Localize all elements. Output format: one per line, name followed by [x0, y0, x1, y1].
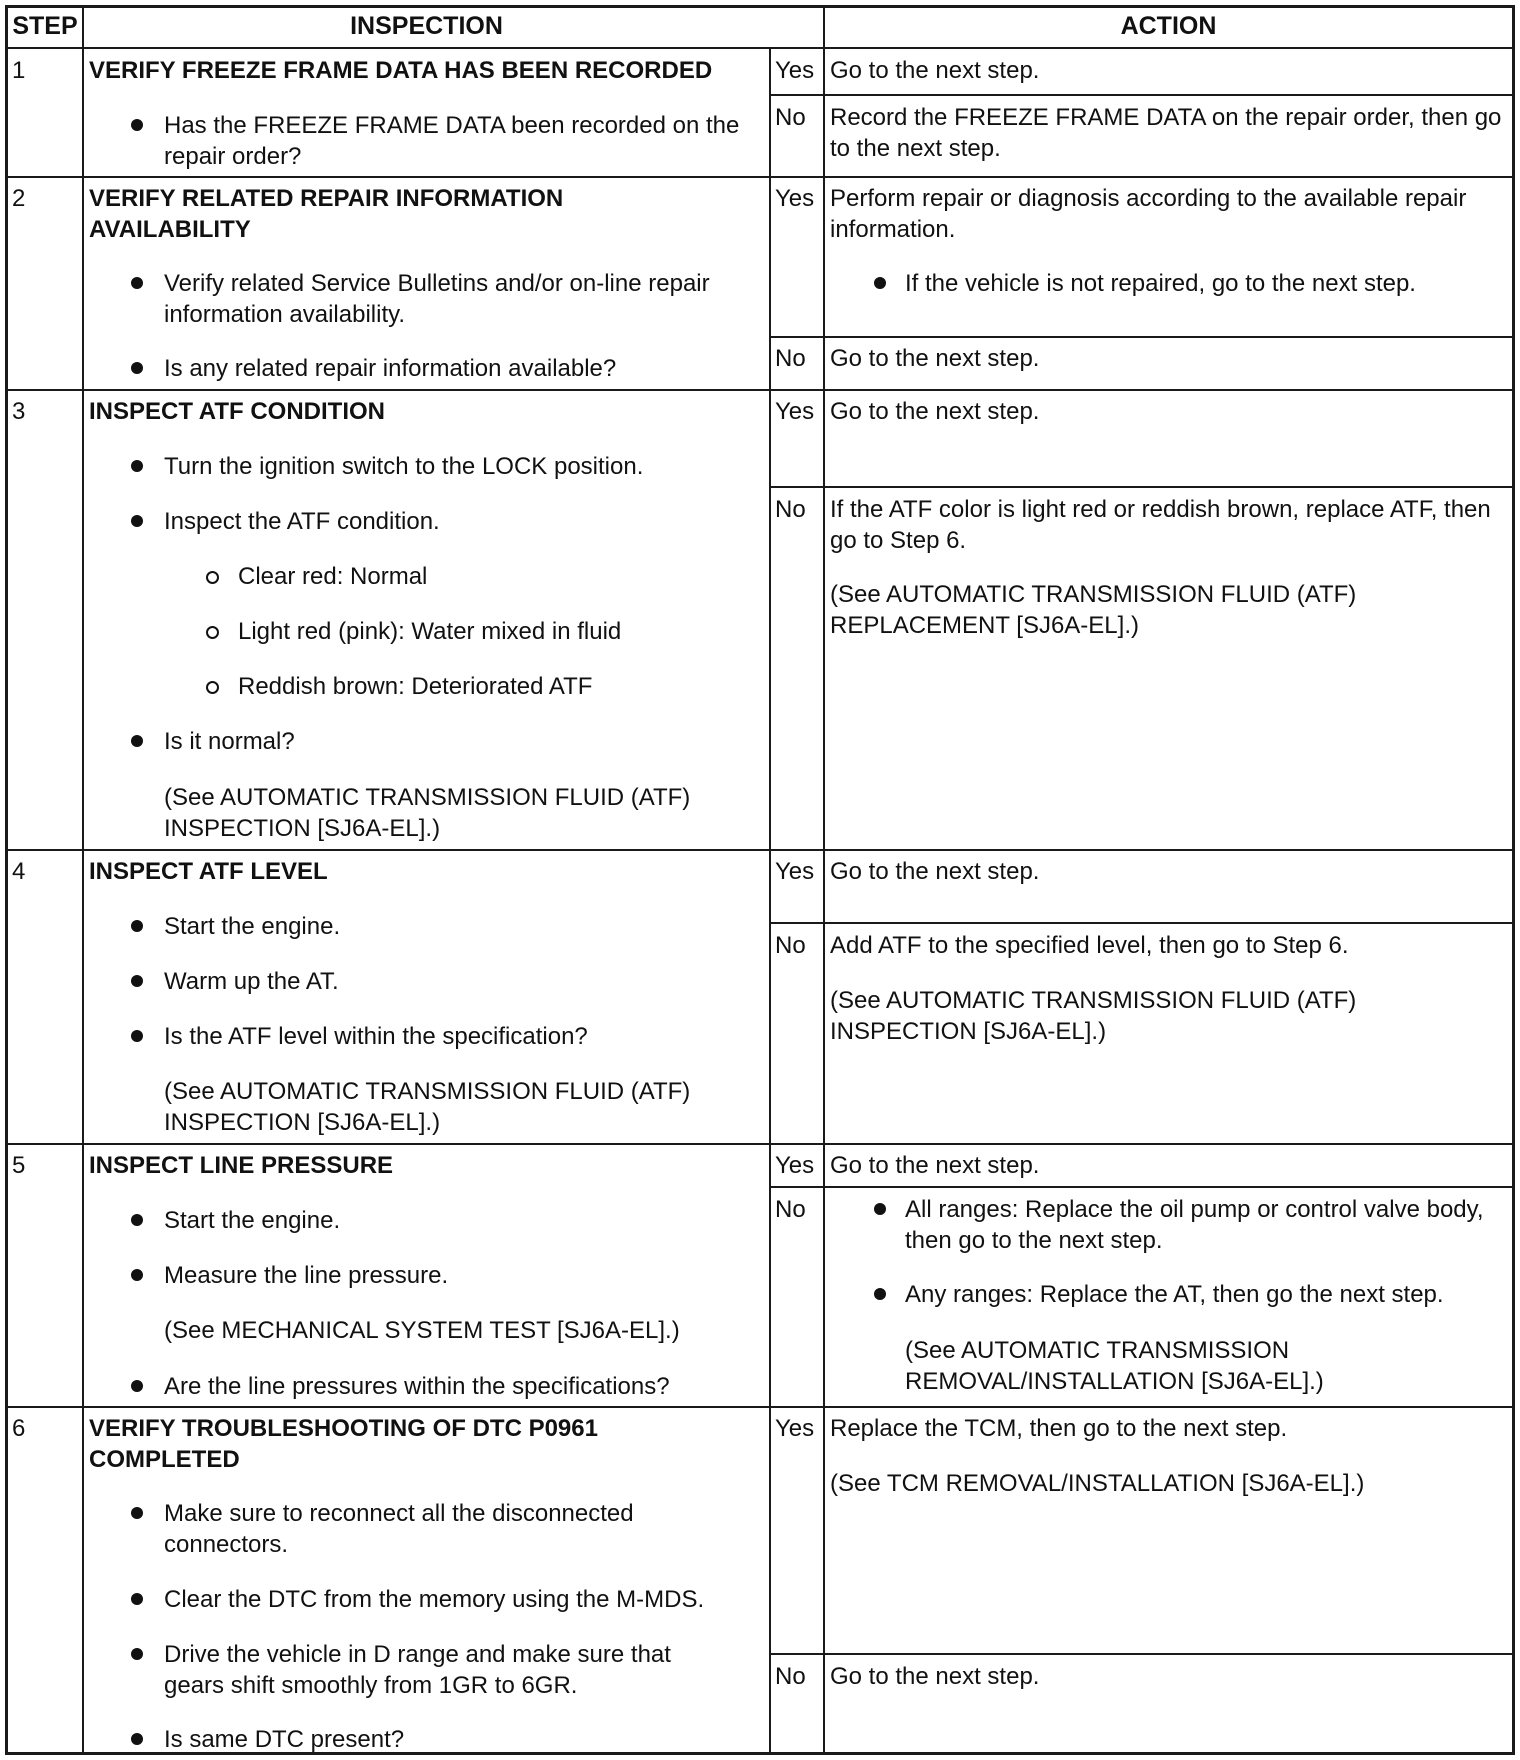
bullet-icon [131, 1507, 143, 1519]
inspection-item-3-1: Turn the ignition switch to the LOCK position. [164, 453, 644, 480]
step-number-2: 2 [12, 185, 26, 212]
column-divider-answer [769, 48, 771, 1755]
column-divider-step [82, 5, 84, 1755]
step-title-6: VERIFY TROUBLESHOOTING OF DTC P0961 COMPLETED [89, 1415, 598, 1473]
inspection-see-3: (See AUTOMATIC TRANSMISSION FLUID (ATF) INSPECTION [SJ6A-EL].) [164, 784, 691, 842]
table-border-right [1512, 5, 1515, 1755]
action-yes-see-6: (See TCM REMOVAL/INSTALLATION [SJ6A-EL].) [830, 1470, 1365, 1497]
inspection-item-4-3: Is the ATF level within the specification? [164, 1023, 588, 1050]
row-border-1 [5, 176, 1515, 178]
answer-no-6: No [775, 1663, 806, 1690]
action-no-2: Go to the next step. [830, 345, 1040, 372]
yes-no-split-5 [769, 1186, 1515, 1188]
bullet-icon [131, 920, 143, 932]
bullet-icon [874, 277, 886, 289]
yes-no-split-6 [769, 1653, 1515, 1655]
sub-bullet-icon [206, 626, 219, 639]
answer-yes-2: Yes [775, 185, 815, 212]
row-border-2 [5, 389, 1515, 391]
action-yes-3: Go to the next step. [830, 398, 1040, 425]
action-no-4: Add ATF to the specified level, then go to Step 6. [830, 932, 1349, 959]
table-border-left [5, 5, 8, 1755]
inspection-item-2-2: Is any related repair information available? [164, 355, 617, 382]
inspection-see-5: (See MECHANICAL SYSTEM TEST [SJ6A-EL].) [164, 1317, 680, 1344]
answer-yes-5: Yes [775, 1152, 815, 1179]
yes-no-split-3 [769, 486, 1515, 488]
inspection-item-5-1: Start the engine. [164, 1207, 341, 1234]
bullet-icon [131, 975, 143, 987]
yes-no-split-2 [769, 336, 1515, 338]
header-inspection: INSPECTION [350, 12, 503, 40]
bullet-icon [131, 119, 143, 131]
header-step: STEP [12, 12, 78, 40]
inspection-sub-3-3: Reddish brown: Deteriorated ATF [238, 673, 593, 700]
action-yes-2-bullet: If the vehicle is not repaired, go to the next step. [905, 270, 1416, 297]
answer-no-3: No [775, 496, 806, 523]
bullet-icon [131, 1733, 143, 1745]
bullet-icon [131, 1648, 143, 1660]
step-title-2: VERIFY RELATED REPAIR INFORMATION AVAILABILITY [89, 185, 564, 243]
step-title-4: INSPECT ATF LEVEL [89, 858, 328, 885]
step-number-1: 1 [12, 57, 26, 84]
inspection-item-6-2: Clear the DTC from the memory using the M-MDS. [164, 1586, 705, 1613]
bullet-icon [131, 277, 143, 289]
action-no-6: Go to the next step. [830, 1663, 1040, 1690]
inspection-see-4: (See AUTOMATIC TRANSMISSION FLUID (ATF) INSPECTION [SJ6A-EL].) [164, 1078, 691, 1136]
inspection-item-3-3: Is it normal? [164, 728, 295, 755]
answer-no-4: No [775, 932, 806, 959]
answer-yes-3: Yes [775, 398, 815, 425]
action-no-see-3: (See AUTOMATIC TRANSMISSION FLUID (ATF) REPLACEMENT [SJ6A-EL].) [830, 581, 1357, 639]
inspection-item-6-1: Make sure to reconnect all the disconnected connectors. [164, 1500, 634, 1558]
column-divider-action [823, 5, 825, 1755]
inspection-item-5-3: Are the line pressures within the specifications? [164, 1373, 670, 1400]
answer-no-1: No [775, 104, 806, 131]
bullet-icon [131, 1214, 143, 1226]
bullet-icon [131, 1030, 143, 1042]
inspection-item-5-2: Measure the line pressure. [164, 1262, 449, 1289]
row-border-4 [5, 1143, 1515, 1145]
step-number-3: 3 [12, 398, 26, 425]
table-border-top [5, 5, 1515, 8]
action-no-3: If the ATF color is light red or reddish brown, replace ATF, then go to Step 6. [830, 496, 1491, 554]
step-number-5: 5 [12, 1152, 26, 1179]
action-no-5-bullet-1: All ranges: Replace the oil pump or control valve body, then go to the next step. [905, 1196, 1484, 1254]
inspection-sub-3-2: Light red (pink): Water mixed in fluid [238, 618, 622, 645]
inspection-sub-3-1: Clear red: Normal [238, 563, 428, 590]
yes-no-split-1 [769, 94, 1515, 96]
header-row-border [5, 47, 1515, 49]
answer-yes-1: Yes [775, 57, 815, 84]
inspection-item-3-2: Inspect the ATF condition. [164, 508, 440, 535]
sub-bullet-icon [206, 571, 219, 584]
bullet-icon [131, 735, 143, 747]
bullet-icon [874, 1288, 886, 1300]
inspection-item-2-1: Verify related Service Bulletins and/or on-line repair information availability. [164, 270, 710, 328]
action-yes-4: Go to the next step. [830, 858, 1040, 885]
inspection-item-6-3: Drive the vehicle in D range and make sure that gears shift smoothly from 1GR to 6GR. [164, 1641, 671, 1699]
inspection-item-6-4: Is same DTC present? [164, 1726, 405, 1753]
action-yes-2: Perform repair or diagnosis according to the available repair information. [830, 185, 1467, 243]
yes-no-split-4 [769, 922, 1515, 924]
answer-yes-6: Yes [775, 1415, 815, 1442]
step-title-5: INSPECT LINE PRESSURE [89, 1152, 394, 1179]
action-no-see-4: (See AUTOMATIC TRANSMISSION FLUID (ATF) INSPECTION [SJ6A-EL].) [830, 987, 1357, 1045]
bullet-icon [874, 1203, 886, 1215]
sub-bullet-icon [206, 681, 219, 694]
bullet-icon [131, 362, 143, 374]
action-yes-6: Replace the TCM, then go to the next step. [830, 1415, 1288, 1442]
bullet-icon [131, 1269, 143, 1281]
step-title-3: INSPECT ATF CONDITION [89, 398, 385, 425]
action-no-5-bullet-2: Any ranges: Replace the AT, then go the next step. [905, 1281, 1444, 1308]
step-number-4: 4 [12, 858, 26, 885]
action-no-see-5: (See AUTOMATIC TRANSMISSION REMOVAL/INSTALLATION [SJ6A-EL].) [905, 1337, 1324, 1395]
inspection-item-1-1: Has the FREEZE FRAME DATA been recorded on the repair order? [164, 112, 740, 170]
inspection-item-4-1: Start the engine. [164, 913, 341, 940]
bullet-icon [131, 1380, 143, 1392]
bullet-icon [131, 515, 143, 527]
action-yes-5: Go to the next step. [830, 1152, 1040, 1179]
answer-yes-4: Yes [775, 858, 815, 885]
step-title-1: VERIFY FREEZE FRAME DATA HAS BEEN RECORDED [89, 57, 713, 84]
action-no-1: Record the FREEZE FRAME DATA on the repair order, then go to the next step. [830, 104, 1502, 162]
bullet-icon [131, 460, 143, 472]
step-number-6: 6 [12, 1415, 26, 1442]
bullet-icon [131, 1593, 143, 1605]
action-yes-1: Go to the next step. [830, 57, 1040, 84]
inspection-item-4-2: Warm up the AT. [164, 968, 339, 995]
header-action: ACTION [1120, 12, 1217, 40]
row-border-5 [5, 1406, 1515, 1408]
answer-no-5: No [775, 1196, 806, 1223]
row-border-3 [5, 849, 1515, 851]
answer-no-2: No [775, 345, 806, 372]
